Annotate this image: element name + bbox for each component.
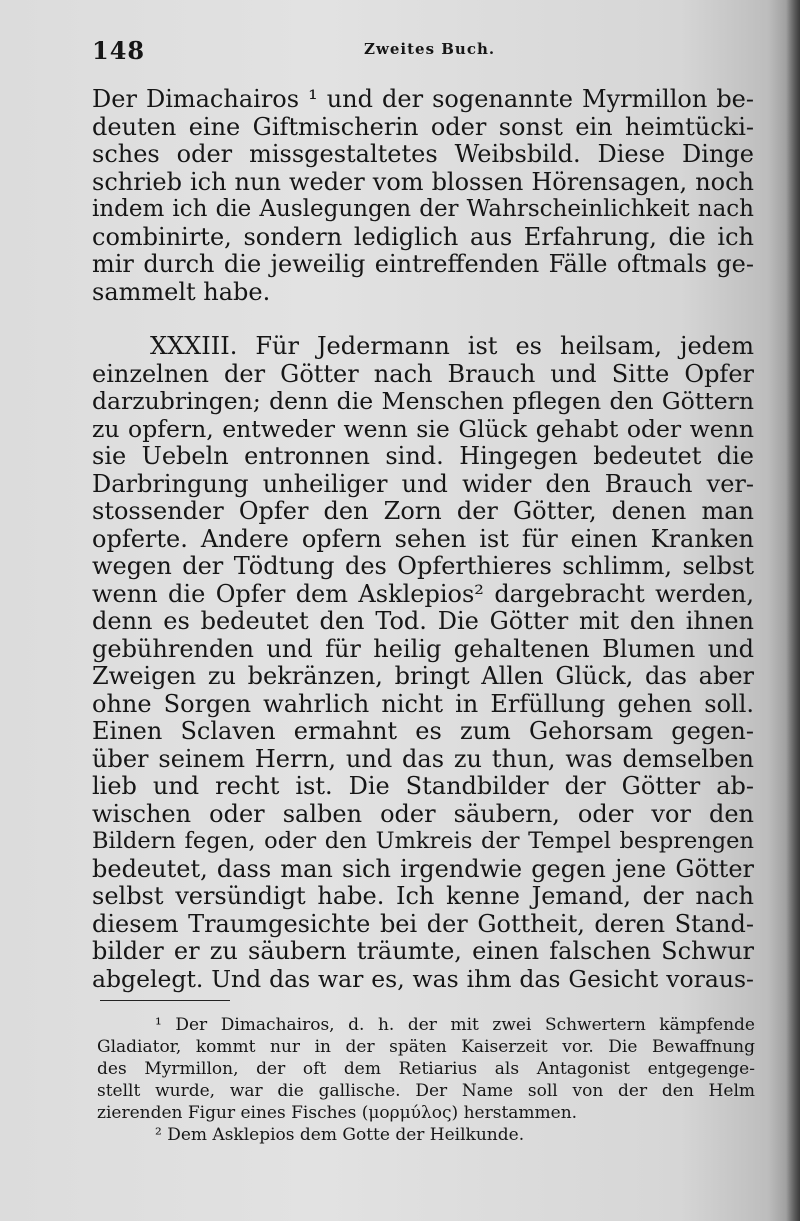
text-line: indem ich die Auslegungen der Wahrscheinlichkeit nach: [92, 196, 754, 222]
text-line: Bildern fegen, oder den Umkreis der Tempel besprengen: [92, 828, 754, 854]
text-line: Einen Sclaven ermahnt es zum Gehorsam gegen-: [92, 717, 754, 745]
text-line: bilder er zu säubern träumte, einen falschen Schwur: [92, 937, 754, 965]
section-heading-line: XXXIII. Für Jedermann ist es heilsam, jedem: [150, 332, 754, 360]
text-line: sammelt habe.: [92, 277, 271, 306]
text-line: Darbringung unheiliger und wider den Brauch ver-: [92, 469, 754, 498]
footnote-line: stellt wurde, war die gallische. Der Name soll von der den Helm: [97, 1081, 755, 1101]
text-line: über seinem Herrn, und das zu thun, was demselben: [92, 744, 754, 773]
footnote-line: zierenden Figur eines Fisches (μορμύλος) herstammen.: [97, 1103, 578, 1123]
text-line: denn es bedeutet den Tod. Die Götter mit den ihnen: [92, 607, 754, 635]
text-line: selbst versündigt habe. Ich kenne Jemand, der nach: [92, 882, 754, 910]
text-line: lieb und recht ist. Die Standbilder der Götter ab-: [92, 772, 754, 800]
text-line: diesem Traumgesichte bei der Gottheit, deren Stand-: [92, 909, 754, 938]
running-head: [92, 36, 752, 66]
text-line: zu opfern, entweder wenn sie Glück gehabt oder wenn: [92, 414, 754, 443]
footnote-line: ² Dem Asklepios dem Gotte der Heilkunde.: [155, 1125, 525, 1145]
text-line: Der Dimachairos ¹ und der sogenannte Myrmillon be-: [92, 85, 754, 113]
page-number: 148: [92, 36, 146, 65]
text-line: wenn die Opfer dem Asklepios² dargebracht werden,: [92, 579, 754, 608]
footnote-line: ¹ Der Dimachairos, d. h. der mit zwei Schwertern kämpfende: [155, 1015, 755, 1035]
text-line: mir durch die jeweilig eintreffenden Fälle oftmals ge-: [92, 250, 754, 278]
body-text: [92, 86, 754, 993]
footnote-line: des Myrmillon, der oft dem Retiarius als Antagonist entgegenge-: [97, 1059, 755, 1079]
text-line: einzelnen der Götter nach Brauch und Sitte Opfer: [92, 359, 754, 388]
paragraph-gap: [92, 306, 754, 333]
text-line: wegen der Tödtung des Opferthieres schlimm, selbst: [92, 552, 754, 580]
text-line: Zweigen zu bekränzen, bringt Allen Glück, das aber: [92, 662, 754, 690]
text-line: sches oder missgestaltetes Weibsbild. Diese Dinge: [92, 140, 754, 168]
text-line: opferte. Andere opfern sehen ist für einen Kranken: [92, 524, 754, 553]
text-line: bedeutet, dass man sich irgendwie gegen jene Götter: [92, 854, 754, 883]
text-line: schrieb ich nun weder vom blossen Hörensagen, noch: [92, 167, 754, 196]
text-line: gebührenden und für heilig gehaltenen Blumen und: [92, 634, 754, 663]
text-line: stossender Opfer den Zorn der Götter, denen man: [92, 497, 754, 525]
text-line: darzubringen; denn die Menschen pflegen den Göttern: [92, 387, 754, 415]
footnotes: [97, 1014, 755, 1146]
text-line: ohne Sorgen wahrlich nicht in Erfüllung gehen soll.: [92, 689, 754, 718]
text-line: abgelegt. Und das war es, was ihm das Gesicht voraus-: [92, 964, 754, 993]
page-edge-shadow: [786, 0, 800, 1221]
running-title: Zweites Buch.: [364, 40, 496, 58]
text-line: wischen oder salben oder säubern, oder vor den: [92, 799, 754, 828]
footnote-divider: [100, 1000, 230, 1001]
text-line: deuten eine Giftmischerin oder sonst ein heimtücki-: [92, 112, 754, 141]
text-line: combinirte, sondern lediglich aus Erfahrung, die ich: [92, 222, 754, 251]
text-line: sie Uebeln entronnen sind. Hingegen bedeutet die: [92, 442, 754, 470]
footnote-line: Gladiator, kommt nur in der späten Kaiserzeit vor. Die Bewaffnung: [97, 1037, 755, 1057]
